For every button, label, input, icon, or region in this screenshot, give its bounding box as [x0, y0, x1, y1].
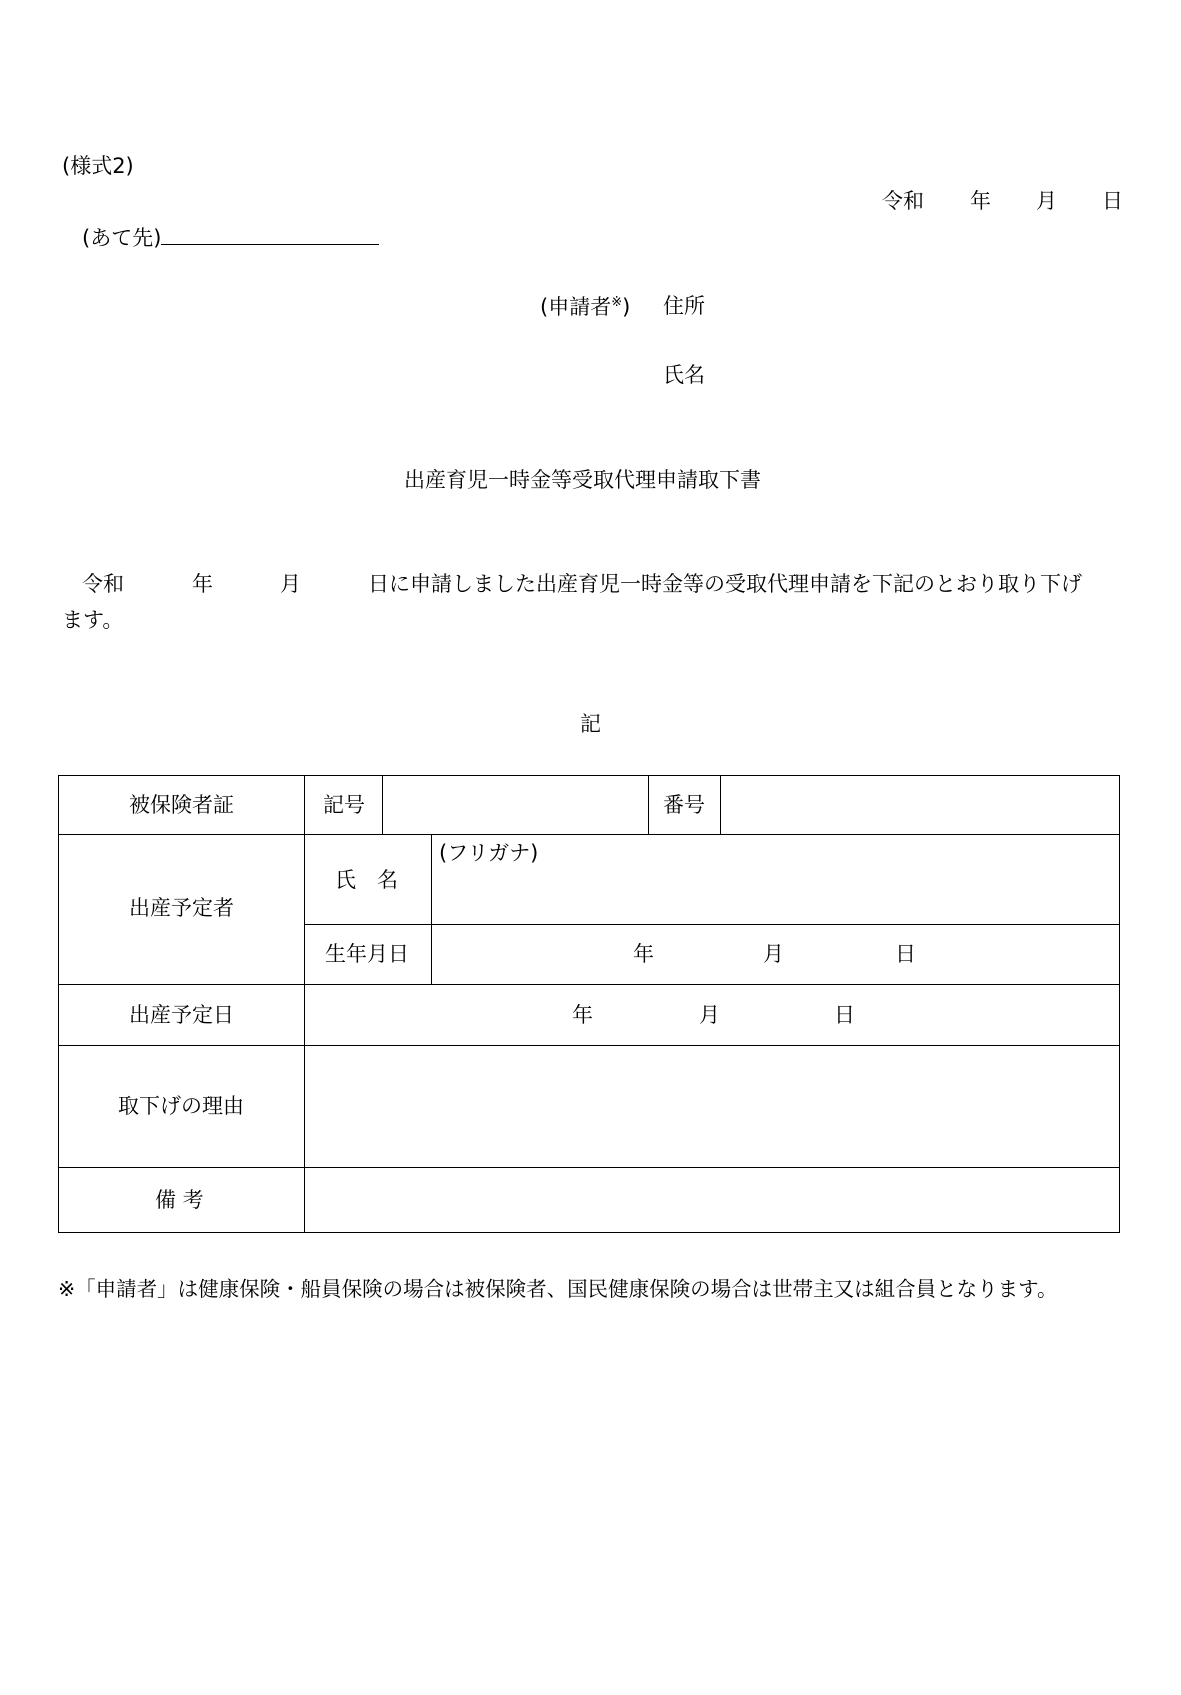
body-era: 令和: [82, 572, 124, 596]
birthdate-day-unit: 日: [895, 942, 916, 966]
insured-number-field[interactable]: [722, 778, 1117, 832]
row-divider: [304, 924, 1119, 925]
due-date-month-unit: 月: [699, 1003, 720, 1027]
birthdate-label: 生年月日: [325, 942, 409, 966]
body-text-after-date: 日に申請しました出産育児一時金等の受取代理申請を下記のとおり取り下げ: [368, 572, 1082, 596]
applicant-label-text: (申請者: [540, 295, 612, 319]
row-divider: [59, 1167, 1119, 1168]
body-text-line2: ます。: [62, 608, 124, 632]
body-month-unit: 月: [280, 572, 301, 596]
row-divider: [59, 1045, 1119, 1046]
expectant-name-field[interactable]: [433, 870, 1117, 922]
remarks-field[interactable]: [306, 1169, 1117, 1230]
col-divider: [720, 776, 721, 834]
remarks-label: 備 考: [155, 1188, 204, 1212]
expectant-name-label: 氏 名: [335, 868, 398, 892]
applicant-label-close: ): [622, 295, 631, 319]
furigana-label: (フリガナ): [439, 841, 539, 865]
document-title: 出産育児一時金等受取代理申請取下書: [404, 468, 761, 492]
col-divider: [382, 776, 383, 834]
form-style-label: (様式2): [62, 154, 134, 178]
due-date-label: 出産予定日: [129, 1003, 234, 1027]
submission-date: [882, 191, 1123, 212]
due-date-day-unit: 日: [834, 1003, 855, 1027]
insured-symbol-field[interactable]: [384, 778, 646, 832]
addressee-label: (あて先): [82, 226, 162, 250]
body-text-line1: [82, 574, 1082, 595]
birthdate-month-unit: 月: [763, 942, 784, 966]
col-divider: [431, 834, 432, 984]
col-divider: [648, 776, 649, 834]
withdraw-reason-field[interactable]: [306, 1047, 1117, 1165]
row-divider: [59, 834, 1119, 835]
applicant-name-label: 氏名: [663, 363, 705, 387]
date-era: 令和: [882, 189, 924, 213]
due-date-year-unit: 年: [572, 1003, 593, 1027]
addressee-blank[interactable]: [161, 226, 379, 245]
applicant-note-mark: ※: [611, 295, 623, 310]
addressee: [82, 226, 379, 249]
expectant-label: 出産予定者: [129, 896, 234, 920]
date-day-unit: 日: [1102, 189, 1123, 213]
date-year-unit: 年: [970, 189, 991, 213]
insured-number-label: 番号: [663, 793, 705, 817]
ki-heading: 記: [580, 712, 601, 736]
col-divider: [304, 776, 305, 1232]
date-month-unit: 月: [1036, 189, 1057, 213]
insured-card-label: 被保険者証: [129, 793, 234, 817]
withdraw-reason-label: 取下げの理由: [118, 1094, 244, 1118]
row-divider: [59, 984, 1119, 985]
insured-symbol-label: 記号: [323, 793, 365, 817]
body-year-unit: 年: [192, 572, 213, 596]
footnote: ※「申請者」は健康保険・船員保険の場合は被保険者、国民健康保険の場合は世帯主又は組合員となります。: [58, 1277, 1058, 1301]
applicant-label: [540, 296, 630, 318]
birthdate-year-unit: 年: [633, 942, 654, 966]
form-table: [58, 775, 1120, 1233]
applicant-address-label: 住所: [663, 294, 705, 318]
